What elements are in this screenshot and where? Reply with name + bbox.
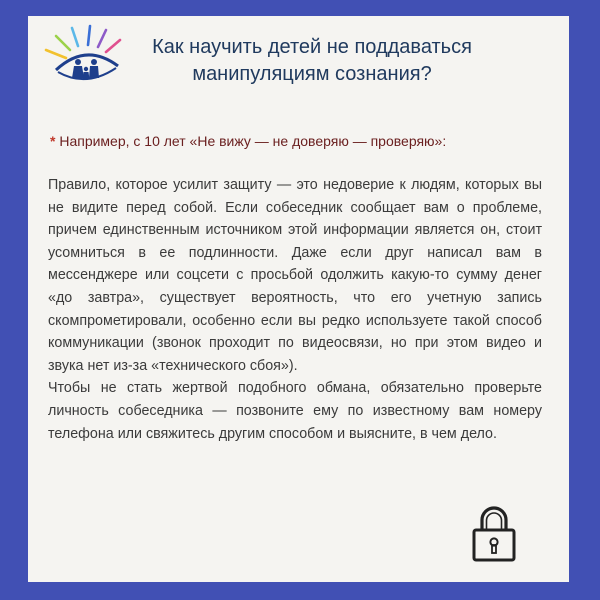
asterisk-mark: *: [50, 133, 56, 149]
title-line-2: манипуляциям сознания?: [192, 63, 432, 85]
title-line-1: Как научить детей не поддаваться: [152, 36, 472, 58]
content-card: [28, 16, 569, 582]
family-eye-logo: [36, 22, 132, 86]
article-body: [48, 174, 542, 445]
paragraph-2: Чтобы не стать жертвой подобного обмана, обязательно проверьте личность собеседника — позвоните ему по известному вам номеру телефона или свяжитесь другим способом и выясните, в чем дело.: [48, 380, 542, 442]
age-rule-subheading: [50, 132, 550, 150]
page-title: [122, 34, 502, 88]
subheading-text: Например, с 10 лет «Не вижу — не доверяю — проверяю»:: [55, 133, 447, 149]
paragraph-1: Правило, которое усилит защиту — это недоверие к людям, которых вы не видите перед собой. Если собеседник сообщает вам о проблеме, причем единственным источником этой информации является он, стоит усомниться в ее подлинности. Даже если друг написал вам в мессенджере или соцсети с просьбой одолжить какую-то сумму денег «до завтра», существует вероятность, что его учетную запись скомпрометировали, особенно если вы редко используете такой способ коммуникации (звонок проходит по видеосвязи, но при этом видео и звука нет из-за «технического сбоя»).: [48, 177, 542, 374]
padlock-icon: [471, 504, 517, 562]
